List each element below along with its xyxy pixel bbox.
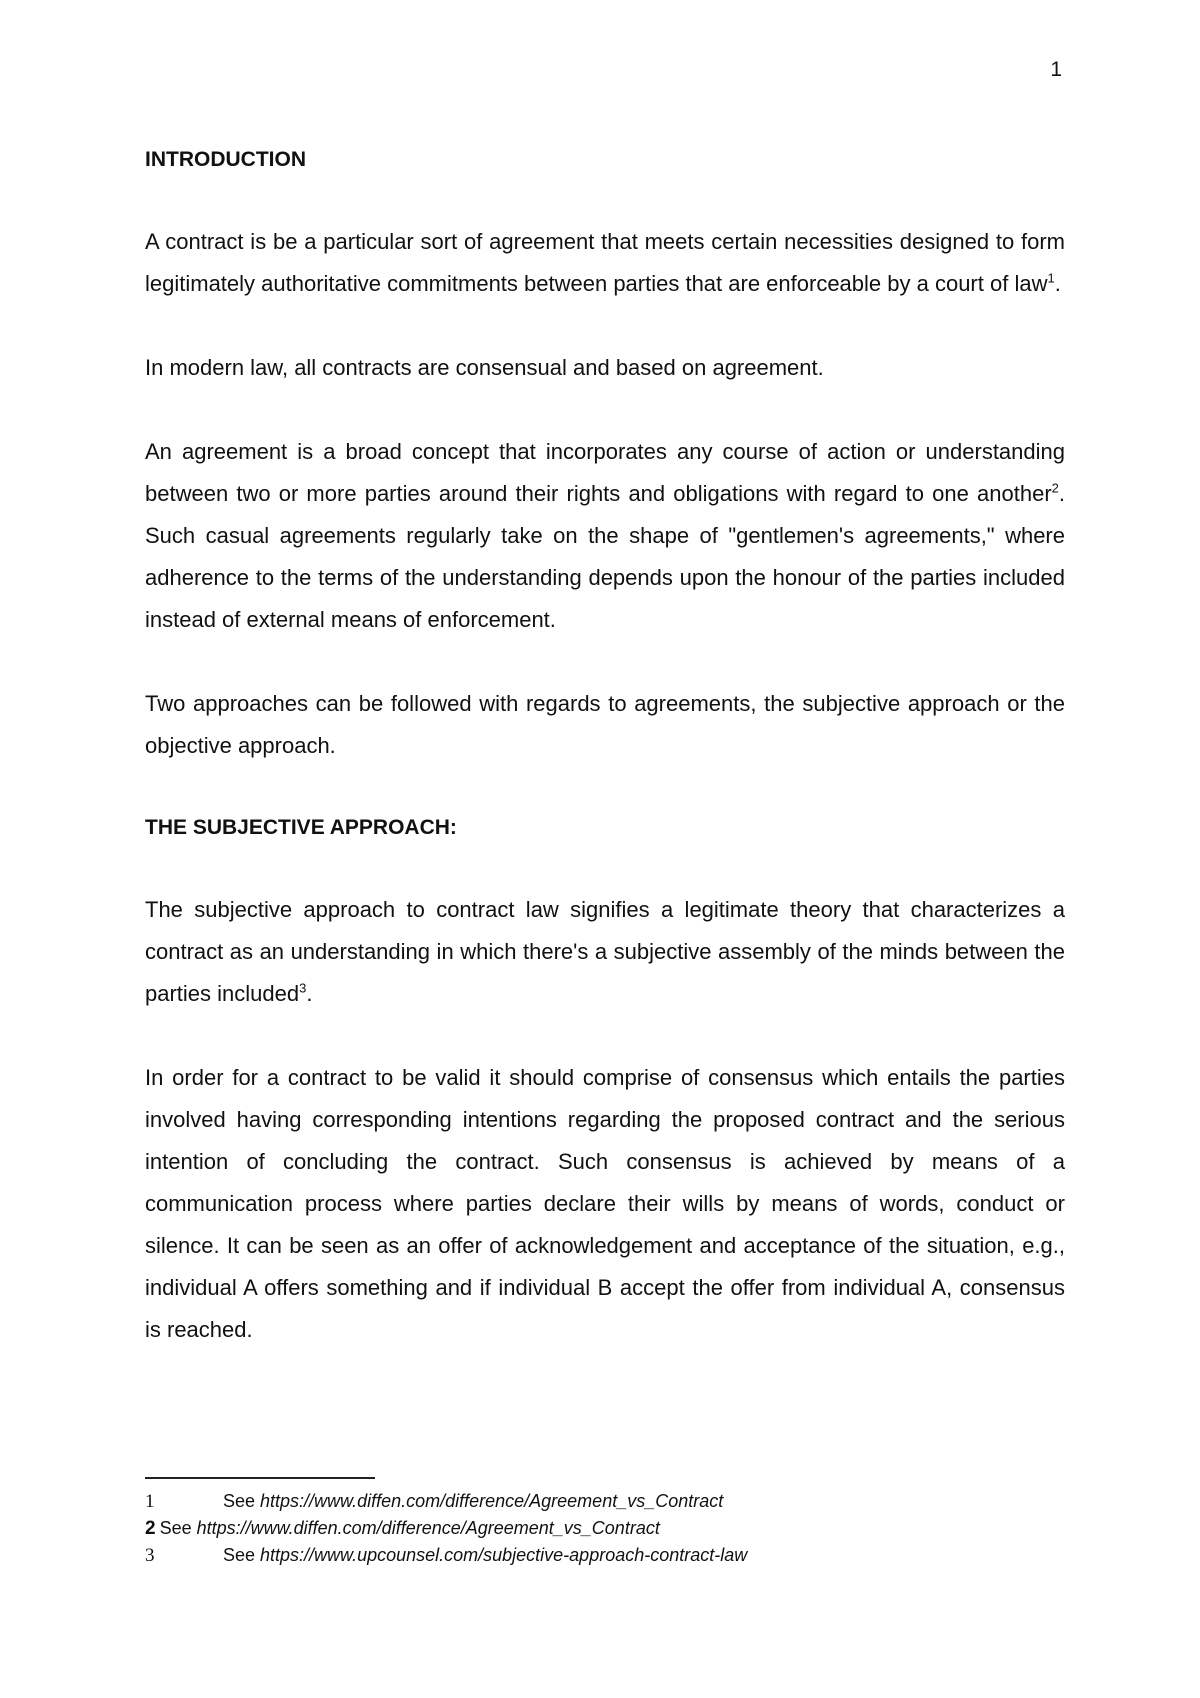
document-body xyxy=(145,145,1065,1351)
paragraph-agreement-concept xyxy=(145,431,1065,641)
footnote-ref-2[interactable]: 2 xyxy=(1051,480,1059,496)
footnote-3 xyxy=(145,1542,1065,1569)
section-heading-subjective: THE SUBJECTIVE APPROACH: xyxy=(145,816,457,839)
footnote-prefix: See xyxy=(159,1518,197,1538)
paragraph-modern-law: In modern law, all contracts are consensual and based on agreement. xyxy=(145,355,824,380)
paragraph-text: The subjective approach to contract law signifies a legitimate theory that characterizes a contract as an understanding in which there's a subjective assembly of the minds between the parties included xyxy=(145,897,1065,1006)
footnote-separator xyxy=(145,1477,375,1479)
footnote-1 xyxy=(145,1488,1065,1515)
footnote-link[interactable]: https://www.diffen.com/difference/Agreement_vs_Contract xyxy=(196,1518,660,1538)
footnote-number: 2 xyxy=(145,1518,156,1539)
footnote-link[interactable]: https://www.upcounsel.com/subjective-approach-contract-law xyxy=(260,1545,748,1565)
paragraph-text: An agreement is a broad concept that incorporates any course of action or understanding between two or more parties around their rights and obligations with regard to one another xyxy=(145,439,1065,506)
footnote-ref-1[interactable]: 1 xyxy=(1047,270,1055,286)
paragraph-subjective-theory xyxy=(145,889,1065,1015)
footnote-number: 1 xyxy=(145,1491,155,1512)
paragraph-consensus: In order for a contract to be valid it should comprise of consensus which entails the parties involved having corresponding intentions regarding the proposed contract and the serious intention of concluding the contract. Such consensus is achieved by means of a communication process where parties declare their wills by means of words, conduct or silence. It can be seen as an offer of acknowledgement and acceptance of the situation, e.g., individual A offers something and if individual B accept the offer from individual A, consensus is reached. xyxy=(145,1065,1065,1342)
footnote-ref-3[interactable]: 3 xyxy=(299,980,307,996)
footnote-link[interactable]: https://www.diffen.com/difference/Agreement_vs_Contract xyxy=(260,1491,724,1511)
paragraph-text-end: . xyxy=(1054,271,1061,296)
paragraph-text-end: . xyxy=(306,981,313,1006)
section-heading-introduction: INTRODUCTION xyxy=(145,148,306,171)
footnote-number: 3 xyxy=(145,1545,155,1566)
paragraph-two-approaches: Two approaches can be followed with regards to agreements, the subjective approach or the objective approach. xyxy=(145,691,1065,758)
page-number: 1 xyxy=(1050,58,1062,81)
footnote-prefix: See xyxy=(223,1545,261,1565)
footnotes xyxy=(145,1488,1065,1569)
paragraph-text-rest: . Such casual agreements regularly take on the shape of "gentlemen's agreements," where adherence to the terms of the understanding depends upon the honour of the parties included instead of external means of enforcement. xyxy=(145,481,1065,632)
paragraph-contract-definition xyxy=(145,221,1065,305)
footnote-2 xyxy=(145,1515,1065,1542)
paragraph-text: A contract is be a particular sort of agreement that meets certain necessities designed to form legitimately authoritative commitments between parties that are enforceable by a court of law xyxy=(145,229,1065,296)
footnote-prefix: See xyxy=(223,1491,261,1511)
